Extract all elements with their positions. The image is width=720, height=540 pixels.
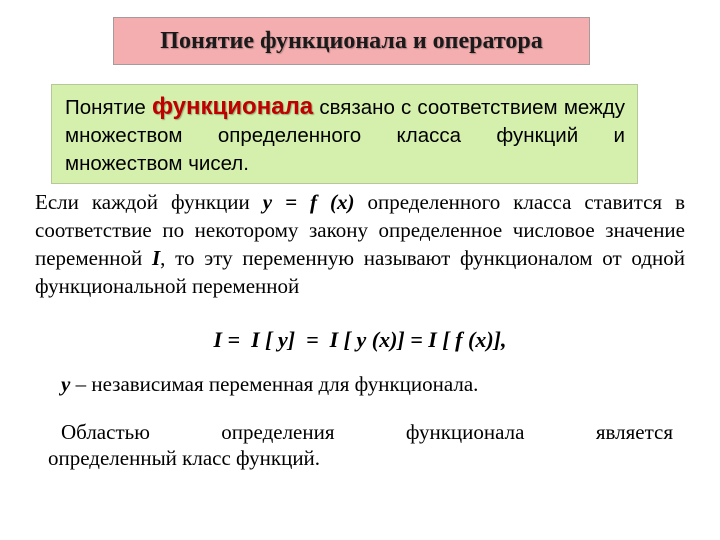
function-equation: y = f (x) <box>262 190 355 214</box>
paragraph-t3: , то эту переменную называют функционалом от одной функциональной переменной <box>35 246 685 298</box>
title-box <box>113 17 590 65</box>
functional-formula: I = I [ y] = I [ y (x)] = I [ f (x)], <box>213 327 507 352</box>
functional-highlight: функционала <box>151 93 314 120</box>
independent-variable-line <box>61 372 478 397</box>
paragraph-t2: определенного класса ставится в соответствие по некоторому закону определенное числовое значение переменной <box>35 190 685 270</box>
definition-part1: Понятие <box>65 96 146 119</box>
variable-i: I <box>151 246 161 270</box>
definition-text <box>65 93 625 178</box>
paragraph-t1: Если каждой функции <box>35 190 263 214</box>
domain-word-2: определения <box>221 420 335 444</box>
slide-title: Понятие функционала и оператора <box>160 27 543 54</box>
independent-text: – независимая переменная для функционала. <box>70 372 479 396</box>
definition-box <box>51 84 638 184</box>
domain-line-2: определенный класс функций. <box>48 446 321 470</box>
domain-word-4: является <box>595 420 673 444</box>
domain-line-1 <box>61 420 673 445</box>
definition-paragraph <box>35 188 685 300</box>
independent-var: y <box>61 372 71 396</box>
definition-part2: связано с соответствием между множеством определенного класса функций и множеством чисел. <box>65 96 626 175</box>
domain-word-1: Областью <box>61 420 150 444</box>
domain-word-3: функционала <box>405 420 525 444</box>
